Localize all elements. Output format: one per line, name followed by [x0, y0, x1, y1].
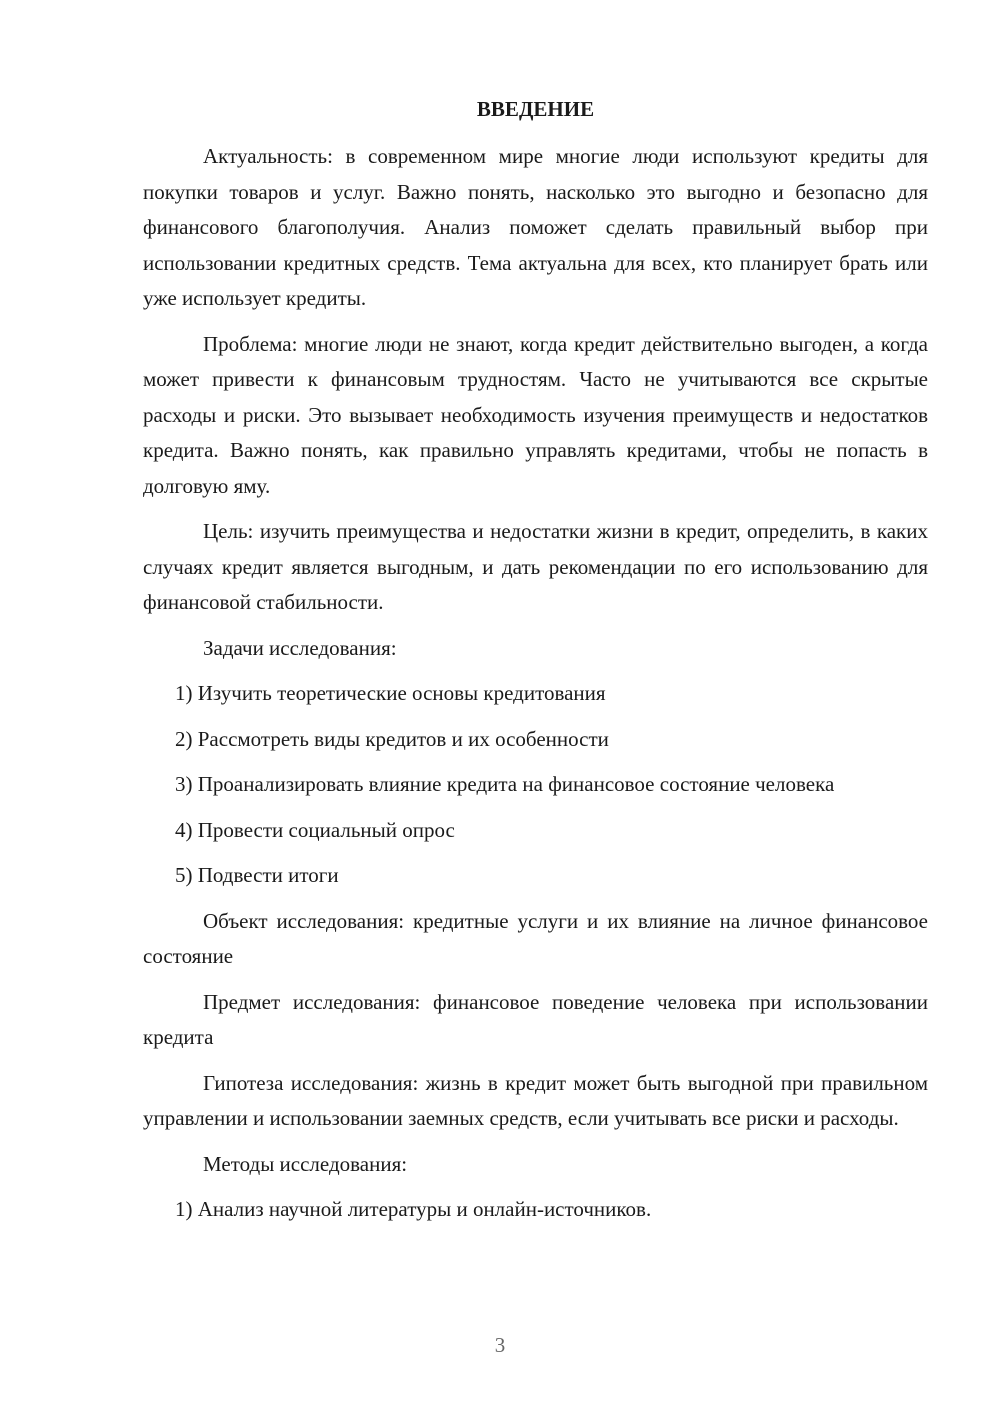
page-number: 3 [494, 1333, 506, 1357]
object-paragraph: Объект исследования: кредитные услуги и их влияние на личное финансовое состояние [143, 908, 928, 968]
document-body [143, 92, 928, 1238]
document-title: ВВЕДЕНИЕ [476, 97, 595, 121]
task-item-4: 4) Провести социальный опрос [175, 817, 455, 842]
subject-paragraph: Предмет исследования: финансовое поведение человека при использовании кредита [143, 989, 928, 1049]
problem-paragraph: Проблема: многие люди не знают, когда кредит действительно выгоден, а когда может привести к финансовым трудностям. Часто не учитываются все скрытые расходы и риски. Это вызывает необходимость изучения преимуществ и недостатков кредита. Важно понять, как правильно управлять кредитами, чтобы не попасть в долговую яму. [143, 331, 928, 498]
goal-paragraph: Цель: изучить преимущества и недостатки жизни в кредит, определить, в каких случаях кредит является выгодным, и дать рекомендации по его использованию для финансовой стабильности. [143, 519, 928, 614]
task-item-5: 5) Подвести итоги [175, 863, 339, 887]
hypothesis-paragraph: Гипотеза исследования: жизнь в кредит может быть выгодной при правильном управлении и использовании заемных средств, если учитывать все риски и расходы. [143, 1070, 928, 1130]
method-item-1: 1) Анализ научной литературы и онлайн-источников. [175, 1197, 652, 1221]
relevance-paragraph: Актуальность: в современном мире многие люди используют кредиты для покупки товаров и услуг. Важно понять, насколько это выгодно и безопасно для финансового благополучия. Анализ поможет сделать правильный выбор при использовании кредитных средств. Тема актуальна для всех, кто планирует брать или уже использует кредиты. [143, 144, 928, 310]
task-item-1: 1) Изучить теоретические основы кредитования [175, 681, 606, 705]
tasks-heading: Задачи исследования: [203, 635, 397, 660]
task-item-3: 3) Проанализировать влияние кредита на финансовое состояние человека [175, 772, 835, 796]
task-item-2: 2) Рассмотреть виды кредитов и их особенности [175, 726, 609, 751]
methods-heading: Методы исследования: [203, 1151, 408, 1176]
